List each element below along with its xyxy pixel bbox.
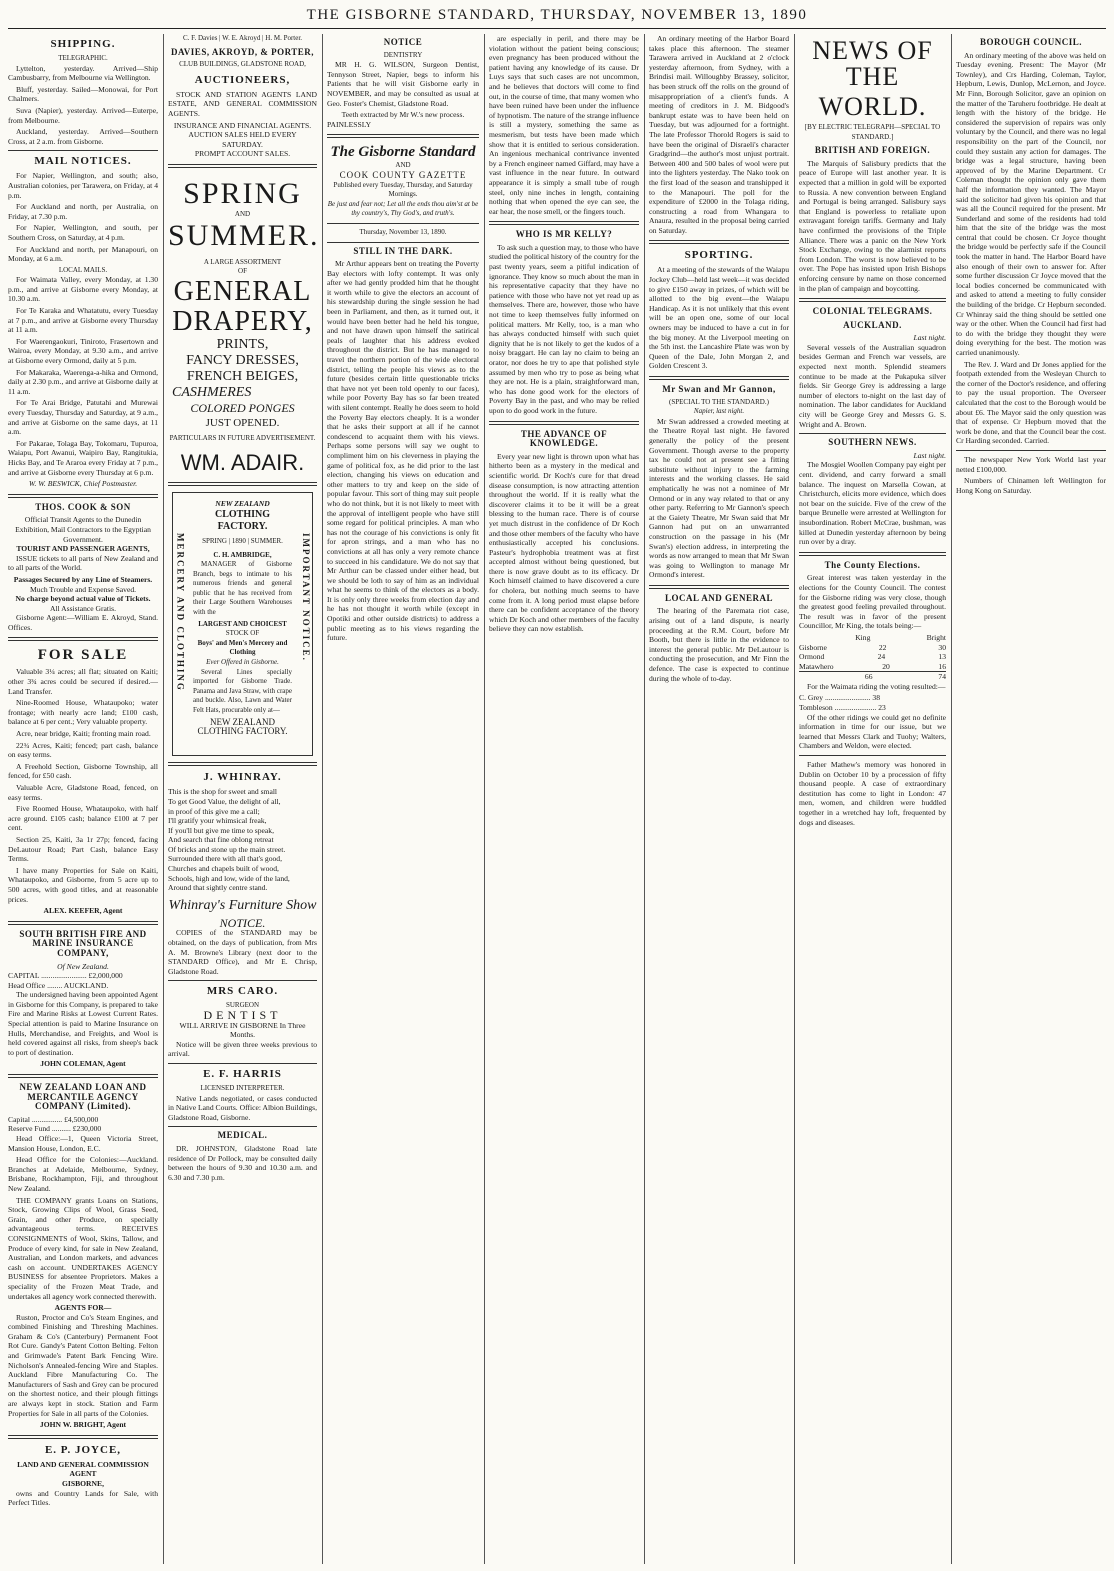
loan-reserve: Reserve Fund .......... £230,000 bbox=[8, 1124, 102, 1134]
whinray-verse: Around that sightly centre stand. bbox=[168, 883, 268, 893]
masthead: THE GISBORNE STANDARD, THURSDAY, NOVEMBER 13, 1890 bbox=[306, 7, 808, 23]
firm-address: CLUB BUILDINGS, GLADSTONE ROAD, bbox=[179, 60, 306, 69]
borough-council-body: The Rev. J. Ward and Dr Jones applied for the footpath extended from the Wesleyan Church to the corner of the Doctor's residence, and offering to pay the usual proportion. The Overseer calculated that the cost to the Borough would be about £6. The Mayor said the only question was that of expense. Cr Hepburn moved that the work be done, and that the Council bear the cost. Cr Harding seconded. Carried. bbox=[956, 359, 1106, 446]
column-7 bbox=[952, 34, 1110, 1564]
swan-sub: (SPECIAL TO THE STANDARD.) bbox=[669, 397, 769, 406]
general-heading: GENERAL bbox=[173, 275, 312, 307]
fire-body: The undersigned having been appointed Agent in Gisborne for this Company, is prepared to take Fire and Marine Risks at Lowest Current Rates. Special attention is paid to Marine Insurance on Hulls, Merchandise, and Freights, and Wool is held covered against all risks, from sheep's back to port of destination. bbox=[8, 990, 158, 1057]
prints-text: PRINTS, bbox=[216, 336, 269, 352]
dentistry-heading: DENTISTRY bbox=[383, 50, 423, 59]
table-cell: King bbox=[855, 632, 871, 642]
cashmeres-text: CASHMERES bbox=[172, 384, 252, 400]
colonial-heading: COLONIAL TELEGRAMS. bbox=[812, 306, 933, 317]
divider bbox=[327, 223, 479, 224]
cf-foot: CLOTHING FACTORY. bbox=[197, 726, 288, 737]
caro-dentist: DENTIST bbox=[203, 1008, 282, 1022]
sale-item: Valuable 3¼ acres; all flat; situated on Kaiti; other 3¾ acres could be secured if desired.—Land Transfer. bbox=[8, 667, 158, 696]
whinray-verse: To get Good Value, the delight of all, bbox=[168, 796, 281, 806]
table-cell: 24 bbox=[877, 652, 886, 662]
beiges-text: FRENCH BEIGES, bbox=[186, 368, 299, 384]
divider bbox=[799, 433, 946, 434]
cook-text: Much Trouble and Expense Saved. bbox=[29, 584, 137, 594]
caro-note: Notice will be given three weeks previous to arrival. bbox=[168, 1039, 317, 1059]
of-text: OF bbox=[238, 267, 247, 276]
mail-item: For Auckland and north, per Manapouri, on Monday, at 6 a.m. bbox=[8, 244, 158, 264]
divider bbox=[8, 921, 158, 925]
fire-signature: JOHN COLEMAN, Agent bbox=[40, 1059, 126, 1069]
cf-heading: CLOTHING FACTORY. bbox=[214, 508, 270, 532]
cook-text: No charge beyond actual value of Tickets. bbox=[15, 594, 151, 604]
mail-item: For Napier, Wellington, and south; also, Australian colonies, per Tarawera, on Friday, at 4 p.m. bbox=[8, 171, 158, 200]
harris-sub: LICENSED INTERPRETER. bbox=[200, 1083, 285, 1092]
pongees-text: COLORED PONGES bbox=[190, 400, 295, 415]
cook-text: ISSUE tickets to all parts of New Zealand and to all parts of the World. bbox=[8, 553, 158, 573]
fire-insurance-heading: SOUTH BRITISH FIRE AND MARINE INSURANCE COMPANY, bbox=[19, 928, 147, 958]
mail-item: For Makaraka, Waerenga-a-hika and Ormond, daily at 2.30 p.m., and arrive at Gisborne daily at 11 a.m. bbox=[8, 367, 158, 396]
waimata-text: For the Waimata riding the voting resulted:— bbox=[807, 681, 946, 691]
standard-date: Thursday, November 13, 1890. bbox=[359, 227, 447, 236]
spring-heading: SPRING bbox=[183, 176, 302, 210]
joyce-sub: LAND AND GENERAL COMMISSION AGENT bbox=[17, 1459, 149, 1479]
caro-body: WILL ARRIVE IN GISBORNE In Three Months. bbox=[179, 1020, 306, 1040]
loan-heading: NEW ZEALAND LOAN AND MERCANTILE AGENCY COMPANY (Limited). bbox=[19, 1082, 147, 1112]
table-cell: 13 bbox=[938, 652, 946, 662]
firm-insurance: INSURANCE AND FINANCIAL AGENTS. bbox=[173, 120, 312, 130]
cf-ever: Ever Offered in Gisborne. bbox=[206, 658, 279, 667]
news-of-world-heading: WORLD. bbox=[818, 92, 927, 121]
cook-text: All Assistance Gratis. bbox=[49, 603, 116, 613]
father-mathew-text: Father Mathew's memory was honored in Dublin on October 10 by a procession of fifty thousand people. A case of extraordinary destitution has come to light in London: 47 men, women, and children were huddled together in a wretched hay loft, frequented by dogs and diseases. bbox=[799, 760, 946, 827]
divider bbox=[8, 637, 158, 641]
cf-season: SPRING | 1890 | SUMMER. bbox=[202, 536, 283, 545]
fancy-text: FANCY DRESSES, bbox=[186, 352, 299, 368]
divider bbox=[649, 240, 789, 244]
firm-prompt: PROMPT ACCOUNT SALES. bbox=[194, 149, 291, 159]
column-5 bbox=[645, 34, 793, 1564]
news-of-world-heading: NEWS OF THE bbox=[812, 36, 933, 91]
whinray-verse: I'll gratify your whimsical freak, bbox=[168, 816, 267, 826]
sale-item: A Freehold Section, Gisborne Township, all fenced, for £50 cash. bbox=[8, 761, 158, 781]
divider bbox=[168, 164, 317, 168]
still-heading: STILL IN THE DARK. bbox=[353, 245, 453, 256]
standard-gazette: COOK COUNTY GAZETTE bbox=[339, 169, 467, 180]
for-sale-heading: FOR SALE bbox=[37, 647, 129, 664]
sale-item: Acre, near bridge, Kaiti; fronting main road. bbox=[16, 729, 151, 739]
divider bbox=[799, 552, 946, 556]
divider bbox=[168, 1126, 317, 1127]
table-cell: 74 bbox=[938, 672, 946, 682]
joyce-body: owns and Country Lands for Sale, with Perfect Titles. bbox=[8, 1488, 158, 1508]
clothing-factory-ad bbox=[172, 492, 313, 756]
cf-stock: STOCK OF bbox=[225, 629, 260, 638]
mail-item: For Pakarae, Tolaga Bay, Tokomaru, Tupuroa, Waiapu, Port Awanui, Waipiro Bay, Rangitukia, Hicks Bay, and Te Araroa every Friday at 7 p.m., and arrive at Gisborne every Thursday at 6 p.m. bbox=[8, 438, 158, 477]
table-cell: 66 bbox=[864, 672, 873, 682]
sporting-body: At a meeting of the stewards of the Waiapu Jockey Club—held last week—it was decided to give £150 away in prizes, of which will be allotted to the big event—the Waiapu Handicap. As it is not unlikely that this event will be an open one, some of our local owners may be induced to have a cut in for the big money. At the Liverpool meeting on the 5th inst. the Lancashire Plate was won by Queen of the Dale, John Morgan 2, and Golden Crescent 3. bbox=[649, 265, 789, 371]
mail-item: For Te Arai Bridge, Patutahi and Murewai every Tuesday, Thursday and Saturday, at 9 a.m., and arrive at Gisborne on the same days, at 11 a.m. bbox=[8, 398, 158, 437]
auckland-heading: AUCKLAND. bbox=[843, 319, 902, 330]
cook-text: Passages Secured by any Line of Steamers. bbox=[13, 574, 153, 584]
shipping-heading: SHIPPING. bbox=[50, 38, 116, 50]
notice-body: COPIES of the STANDARD may be obtained, on the days of publication, from Mrs A. M. Browne's Library (next door to the STANDARD Office), and Mr E. Chrisp, Gladstone Road. bbox=[168, 928, 317, 976]
divider bbox=[799, 755, 946, 756]
adair-heading: WM. ADAIR. bbox=[180, 450, 305, 476]
mail-signature: W. W. BESWICK, Chief Postmaster. bbox=[28, 479, 138, 489]
standard-pub: Published every Tuesday, Thursday, and Saturday Mornings. bbox=[333, 180, 473, 199]
summer-heading: SUMMER. bbox=[168, 218, 320, 252]
sale-item: Valuable Acre, Gladstone Road, fenced, on easy terms. bbox=[8, 783, 158, 802]
divider bbox=[327, 134, 479, 138]
kelly-heading: WHO IS MR KELLY? bbox=[515, 229, 613, 240]
standard-title: The Gisborne Standard bbox=[330, 144, 476, 161]
british-foreign-heading: BRITISH AND FOREIGN. bbox=[814, 145, 931, 156]
divider bbox=[8, 1074, 158, 1078]
cook-text: Official Transit Agents to the Dunedin Exhibition, Mail Contractors to the Egyptian Government. bbox=[15, 515, 151, 544]
table-cell: 30 bbox=[938, 642, 946, 652]
whinray-verse: Surrounded there with all that's good, bbox=[168, 854, 282, 864]
whinray-verse: Schools, high and low, wide of the land, bbox=[168, 873, 290, 883]
divider bbox=[8, 150, 158, 151]
cf-heading: NEW ZEALAND bbox=[215, 499, 270, 509]
sale-item: 22¾ Acres, Kaiti; fenced; part cash, balance on easy terms. bbox=[8, 740, 158, 760]
shipping-item: Bluff, yesterday. Sailed—Monowai, for Port Chalmers. bbox=[8, 84, 158, 104]
news-items: An ordinary meeting of the Harbor Board takes place this afternoon. The steamer Tarawera arrived in Auckland at 2 o'clock yesterday afternoon, from Sydney, with a Brindisi mail. Willoughby Brassey, solicitor, has been struck off the rolls on the ground of misappropriation of a client's funds. A meeting of creditors in J. M. Bidgood's bankrupt estate was to have been held on Tuesday, but was adjourned for a fortnight. The late Professor Thorold Rogers is said to have been the original of Disraeli's character Gradgrind—the author's most unjust portrait. Between 400 and 500 bales of wool were put into the lighters yesterday. The Nako took on the first load of the season and transhipped it to the Manapouri. The poll for the expenditure of £2000 in the Tolaga riding, constructing a road from Whangara to Anaura, resulted in the proposal being carried on Saturday. bbox=[649, 34, 789, 235]
cook-text: Gisborne Agent:—William E. Akroyd, Stand. Offices. bbox=[8, 613, 158, 632]
painlessly-text: PAINLESSLY bbox=[327, 119, 372, 129]
divider bbox=[168, 762, 317, 766]
divider bbox=[489, 421, 639, 425]
masthead-rule bbox=[8, 28, 1106, 29]
notice-heading: NOTICE. bbox=[219, 915, 266, 930]
vertical-text: MERCERY AND CLOTHING bbox=[175, 533, 186, 693]
divider bbox=[168, 1063, 317, 1064]
auctioneers-heading: AUCTIONEERS, bbox=[194, 73, 291, 86]
election-table-header bbox=[799, 633, 946, 643]
borough-council-heading: BOROUGH COUNCIL. bbox=[979, 37, 1082, 47]
harris-heading: E. F. HARRIS bbox=[203, 1067, 282, 1080]
news-item: Numbers of Chinamen left Wellington for Hong Kong on Saturday. bbox=[956, 476, 1106, 495]
southern-body: The Mosgiel Woollen Company pay eight per cent. dividend, and carry forward a small balance. The inquest on Marsella Cowan, at Christchurch, elicits more evidence, which does not bear on the suicide. Five of the crew of the barque Brunelle were arrested at Wellington for insubordination. Robert McCrae, bushman, was killed at Dunedin yesterday afternoon by being run over by a dray. bbox=[799, 460, 946, 547]
table-cell: Gisborne bbox=[799, 642, 827, 652]
advance-body: Every year new light is thrown upon what has hitherto been as a mystery in the medical and scientific world. Dr Koch's cure for that dread disease consumption, is now attracting attention throughout the world. If it is really what the discoverer claims it to be it will be a great blessing to the human race. There is of course yet much distrust in the confidence of Dr Koch and those other members of the faculty who have enthusiastically accepted his conclusions. Pasteur's hydrophobia treatment was at first accepted almost without being questioned, but there is now grave doubt as to its efficacy. Dr Koch himself claimed to have discovered a cure for cholera, but nothing much seems to have come from it. A long period must elapse before there can be confident acceptance of the theory which Dr Koch and other members of the faculty believe they can now establish. bbox=[489, 451, 639, 634]
harris-body: Native Lands negotiated, or cases conducted in Native Land Courts. Office: Albion Buildings, Gladstone Road, Gisborne. bbox=[168, 1093, 317, 1122]
loan-capital: Capital ................ £4,500,000 bbox=[8, 1114, 99, 1124]
divider bbox=[649, 585, 789, 589]
auckland-body: Several vessels of the Australian squadron besides German and French war vessels, are expected next month. Splendid steamers continue to be made at the Pukapuka silver fields. Sir George Grey is addressing a large number of electors to-night on the last day of nomination. The labor candidates for Auckland city will be George Grey and Messrs G. S. Wright and A. Brown. bbox=[799, 342, 946, 429]
sale-item: Five Roomed House, Whataupoko, with half acre ground. £105 cash; balance £100 at 7 per cent. bbox=[8, 804, 158, 833]
mail-notices-heading: MAIL NOTICES. bbox=[34, 155, 132, 168]
cf-foot: NEW ZEALAND bbox=[209, 716, 276, 727]
cf-manager: C. H. AMBRIDGE, bbox=[213, 550, 272, 559]
and-text: AND bbox=[234, 209, 251, 218]
table-totals bbox=[799, 671, 946, 682]
whinray-verse: Of bricks and stone up the main street. bbox=[168, 844, 286, 854]
whinray-verse: Churches and chapels built of wood, bbox=[168, 864, 279, 874]
whinray-show: Whinray's Furniture Show bbox=[168, 897, 317, 913]
waimata-result: C. Grey ........................ 38 bbox=[799, 693, 880, 703]
divider bbox=[327, 242, 479, 243]
cf-boys: Boys' and Men's Mercery and Clothing bbox=[197, 638, 288, 657]
divider bbox=[168, 482, 317, 486]
southern-when: Last night. bbox=[913, 450, 946, 460]
mail-item: For Waerengaokuri, Tiniroto, Frasertown and Wairoa, every Monday, at 9.30 a.m., and arrive at Gisborne every Ormond, daily at 5 p.m. bbox=[8, 336, 158, 366]
divider bbox=[168, 980, 317, 981]
whinray-heading: J. WHINRAY. bbox=[203, 771, 282, 784]
mail-item: For Auckland and north, per Australia, on Friday, at 7.30 p.m. bbox=[8, 202, 158, 221]
column-2 bbox=[164, 34, 321, 1564]
cf-also: Several Lines specially imported for Gisborne Trade. Panama and Java Straw, with crape and buckle. Also, Lawn and Water Felt Hats, procurable only at— bbox=[193, 667, 292, 714]
cf-largest: LARGEST AND CHOICEST bbox=[198, 619, 287, 628]
fire-office: Head Office ........ AUCKLAND. bbox=[8, 980, 109, 990]
column-3 bbox=[323, 34, 483, 1564]
firm-sales: AUCTION SALES HELD EVERY SATURDAY. bbox=[188, 130, 297, 149]
divider bbox=[799, 298, 946, 302]
local-body: The hearing of the Paremata riot case, arising out of a land dispute, is nearly proceeding at the R.M. Court, before Mr Booth, but there is little in the evidence to interest the general public. Mr DeLautour is conducting the prosecution, and Mr Finn the defence. The case is expected to continue during the whole of to-day. bbox=[649, 606, 789, 683]
cook-heading: THOS. COOK & SON bbox=[35, 501, 131, 512]
swan-heading: Mr Swan and Mr Gannon, bbox=[662, 384, 776, 394]
table-cell: 22 bbox=[878, 642, 887, 652]
shipping-item: Auckland, yesterday. Arrived—Southern Cross, at 2 a.m. from Gisborne. bbox=[8, 127, 158, 146]
kelly-body: To ask such a question may, to those who have studied the political history of the country for the past twenty years, seem a pitiful indication of ignorance. They know so much about the man in his representative capacity that they have no patience with those who have not yet read up as themselves. There are, however, those who have not time to keep themselves fully informed on political matters. Mr Kelly, too, is a man who has always conducted himself with such quiet dignity that he is not likely to get the kudos of a noisy braggart. He can lay no claim to being an orator, nor does he try to ape that polished style assumed by men who try to pose as being what they are not. He is a plain, straightforward man, who has done good work for the electors of Poverty Bay in the past, and who may be relied upon to do good work in the future. bbox=[489, 242, 639, 415]
cf-body: MANAGER of Gisborne Branch, begs to intimate to his numerous friends and general public that he has received from their Large Southern Warehouses with the bbox=[193, 560, 292, 617]
vertical-text: IMPORTANT NOTICE. bbox=[301, 533, 311, 663]
column-1 bbox=[4, 34, 162, 1564]
sale-item: Section 25, Kaiti, 3a 1r 27p; fenced, facing DeLautour Road; Part Cash, balance Easy Terms. bbox=[8, 834, 158, 864]
shipping-item: Lyttelton, yesterday. Arrived—Ship Cambusbarry, from Melbourne via Wellington. bbox=[8, 63, 158, 83]
drapery-heading: DRAPERY, bbox=[172, 305, 313, 337]
article-body: are especially in peril, and there may be violation without the patient being conscious; even pregnancy has been produced without the patient having any knowledge of its cause. Dr Luys says that such cases are not uncommon, and he believes that doctors will come to find out, in the course of time, that many women who have been ruined have been under the influence of hypnotism. The nature of the strange influence is still a mystery, something the same as mesmerism, but tests have been made which show that it is entitled to serious consideration. An ingenious mechanical contrivance invented by a French engineer named Giffard, may have a vast influence in the near future. In outward appearance it is simply a small tube of rough steel, only nine inches in length, containing nothing that when opened the eye can see, the ear hear, the nose smell, or the fingers touch. bbox=[489, 34, 640, 216]
medical-body: DR. JOHNSTON, Gladstone Road late residence of Dr Pollock, may be consulted daily between the hours of 9.30 and 10.30 a.m. and 6.30 and 7.30 p.m. bbox=[168, 1143, 317, 1182]
divider bbox=[8, 1435, 158, 1439]
agents-heading: AGENTS FOR— bbox=[54, 1303, 112, 1313]
fire-capital: CAPITAL ........................ £2,000,000 bbox=[8, 971, 123, 981]
shipping-item: Suva (Napier), yesterday. Arrived—Euterpe, from Melbourne. bbox=[8, 105, 158, 125]
news-byline: [BY ELECTRIC TELEGRAPH—SPECIAL TO STANDARD.] bbox=[804, 123, 941, 141]
column-6 bbox=[795, 34, 950, 1564]
mail-item: For Te Karaka and Whatatutu, every Tuesday at 7 p.m., and arrive at Gisborne every Thursday at 11 a.m. bbox=[8, 306, 158, 335]
column-4 bbox=[485, 34, 643, 1564]
southern-heading: SOUTHERN NEWS. bbox=[828, 437, 917, 448]
notice-heading: NOTICE bbox=[383, 37, 423, 47]
swan-body: Mr Swan addressed a crowded meeting at the Theatre Royal last night. He favored generally the policy of the present Government. Though averse to the property tax he could not at present see a fitting substitute without injury to the farming interests and the working classes. He said emphatically he was not a nominee of Mr Ormond or in any way related to that or any other party. Referring to Mr Gannon's speech at the Gaiety Theatre, Mr Swan said that Mr Gannon had put on an unwarranted construction on the passage in his (Mr Swan's) election address, in interpreting the words as now arranged to mean that Mr Swan was going to Wellington to manage Mr Ormond's interest. bbox=[649, 416, 789, 580]
other-ridings-text: Of the other ridings we could get no definite information in time for our issue, but we learned that Messrs Clark and Tuohy; Walters, Chambers and Weldon, were elected. bbox=[799, 712, 946, 751]
whinray-verse: And search that fine oblong retreat bbox=[168, 835, 274, 845]
agents-body: Ruston, Proctor and Co's Steam Engines, and combined Finishing and Threshing Machines. Graham & Co's (Canterbury) Permanent Foot Rot Cure. Gandy's Patent Cotton Belting. Felton and Grimwade's Patent Bark Fencing Wire. Nicholson's Annealed-fencing Wire and Staples. Auckland Fibre Manufacturing Co. The Manufacturers of Sash and Grey can be procured on the shortest notice, and their plough fittings are always kept in stock. Station and Farm Properties for Sale in all parts of the Colonies. bbox=[8, 1312, 158, 1418]
sporting-heading: SPORTING. bbox=[684, 249, 754, 262]
county-elections-body: Great interest was taken yesterday in the elections for the County Council. The contest for the Gisborne riding was very close, though the greatest good feeling prevailed throughout. The result was in favor of the present Councillor, Mr King, the totals being:— bbox=[799, 573, 946, 631]
telegraphic-subhead: TELEGRAPHIC. bbox=[58, 54, 108, 62]
agents-signature: JOHN W. BRIGHT, Agent bbox=[39, 1420, 127, 1430]
mail-item: For Napier, Wellington, and south, per Southern Cross, on Saturday, at 4 p.m. bbox=[8, 223, 158, 242]
sale-item: I have many Properties for Sale on Kaiti, Whataupoko, and Gisborne, from 5 acre up to 500 acres, with good titles, and at reasonable prices. bbox=[8, 865, 158, 904]
divider bbox=[649, 376, 789, 380]
british-foreign-body: The Marquis of Salisbury predicts that the peace of Europe will last another year. It is expected that a million in gold will be exported to Russia. A new convention between England and Portugal is being arranged. Salisbury says that England is powerless to retaliate upon extravagant foreign tariffs. Germany and Italy have confirmed the provisions of the Triple Alliance. There was a panic on the New York Stock Exchange, owing to the alarmist reports from London. The worst is now believed to be over. The Pope has insisted upon Irish Bishops enforcing censure by name on those concerned in the plan of campaign and boycotting. bbox=[799, 158, 946, 293]
advance-heading: THE ADVANCE OF KNOWLEDGE. bbox=[520, 428, 608, 449]
local-mails-subhead: LOCAL MAILS. bbox=[58, 265, 108, 274]
divider bbox=[8, 494, 158, 498]
table-cell: Bright bbox=[926, 632, 946, 642]
sale-item: Nine-Roomed House, Whataupoko; water frontage; with nearly acre land; £100 cash, balance at 6 per cent.; Very valuable property. bbox=[8, 698, 158, 727]
cook-text: TOURIST AND PASSENGER AGENTS, bbox=[16, 544, 150, 554]
whinray-verse: This is the shop for sweet and small bbox=[168, 787, 278, 797]
table-cell: 20 bbox=[882, 661, 890, 671]
joyce-heading: E. P. JOYCE, bbox=[44, 1443, 122, 1456]
particulars-text: PARTICULARS IN FUTURE ADVERTISEMENT. bbox=[169, 433, 316, 442]
fire-sub: Of New Zealand. bbox=[57, 961, 109, 971]
dentistry-teeth: Teeth extracted by Mr W.'s new process. bbox=[341, 110, 465, 120]
table-cell: Ormond bbox=[799, 652, 825, 662]
news-item: The newspaper New York World last year netted £100,000. bbox=[956, 454, 1106, 474]
joyce-place: GISBORNE, bbox=[62, 1479, 104, 1488]
standard-and: AND bbox=[395, 161, 411, 170]
standard-motto: Be just and fear not; Let all the ends thou aim'st at be thy country's, Thy God's, and truth's. bbox=[327, 199, 479, 218]
assortment-text: A LARGE ASSORTMENT bbox=[203, 257, 282, 266]
auckland-when: Last night. bbox=[913, 333, 946, 343]
waimata-result: Tombleson ...................... 23 bbox=[799, 703, 886, 713]
mail-item: For Waimata Valley, every Monday, at 1.30 p.m., and arrive at Gisborne every Monday, at 10.30 a.m. bbox=[8, 275, 158, 304]
loan-colonies: Head Office for the Colonies:—Auckland. Branches at Adelaide, Melbourne, Sydney, Brisbane, Rockhampton, Fiji, and throughout New Zealand. bbox=[8, 1155, 158, 1193]
table-cell: Matawhero bbox=[799, 661, 834, 671]
still-body: Mr Arthur appears bent on treating the Poverty Bay electors with lofty contempt. It was only after we had gently prodded him that he thought it worth while to give the electors an account of his stewardship during the single session he had been in Parliament, and then, as it turned out, it would have been better had he held his tongue, and not have drawn upon himself the satirical peals of laughter that his address evoked throughout the district. But he has managed to travel the northern portion of the wide electoral district, telling the people his views as to the future (besides certain little questionable tricks that have not yet been told openly to our faces), while poor Poverty Bay has so far been treated with silent contempt. Really he does seem to hold the Poverty Bay electors cheaply. It is a wonder that he asks their support at all if he cannot condescend to acquaint them with his views. Perhaps some persons will say we ought to compliment him on his cleverness in playing the game of political fox, as he did prior to the last election, changing his views on education and other matters to try and keep on the side of popular favour. This sort of thing may suit people who do not think, but it is not likely to meet with the approval of intelligent people who have still some regard for political principles. A man who has not the courage of his convictions is only fit for apron strings, and a man who has no convictions at all has only a very remote chance to succeed in his candidature. We do not say that Mr Arthur can be classed under either head, but we should be loth to say of him as an individual what he seems to think of the electors as a body. It is only only three weeks from election day and he has not thought it worth while (except in Opotiki and other outside districts) to address a public meeting as to his views regarding the future. bbox=[327, 259, 479, 643]
divider bbox=[956, 450, 1106, 451]
caro-heading: MRS CARO. bbox=[206, 985, 279, 998]
whinray-verse: in proof of this give me a call; bbox=[168, 806, 260, 816]
table-row bbox=[799, 662, 946, 672]
swan-place: Napier, last night. bbox=[693, 407, 745, 416]
local-heading: LOCAL AND GENERAL bbox=[664, 592, 774, 603]
divider bbox=[489, 221, 639, 225]
sale-signature: ALEX. KEEFER, Agent bbox=[43, 906, 123, 916]
medical-heading: MEDICAL. bbox=[217, 1130, 268, 1141]
table-row bbox=[799, 643, 946, 653]
whinray-verse: If you'll but give me time to speak, bbox=[168, 825, 274, 835]
dentistry-body: MR H. G. WILSON, Surgeon Dentist, Tennyson Street, Napier, begs to inform his Patients that he will visit Gisborne early in NOVEMBER, and may be consulted as usual at Geo. Foster's Chemist, Gladstone Road. bbox=[327, 60, 479, 108]
firm-heading: DAVIES, AKROYD, & PORTER, bbox=[170, 46, 315, 57]
county-elections-heading: The County Elections. bbox=[824, 559, 921, 570]
loan-office: Head Office:—1, Queen Victoria Street, Mansion House, London, E.C. bbox=[8, 1134, 158, 1153]
opened-text: JUST OPENED. bbox=[205, 416, 280, 429]
caro-sub: SURGEON bbox=[225, 1001, 260, 1010]
firm-partners: C. F. Davies | W. E. Akroyd | H. M. Porter. bbox=[182, 34, 303, 42]
loan-body: THE COMPANY grants Loans on Stations, Stock, Growing Clips of Wool, Grass Seed, Grain, and other Produce, on specially advantageous terms. RECEIVES CONSIGNMENTS of Wool, Skins, Tallow, and Produce of every kind, for sale in New Zealand, Australian, and London markets, and advances cash on account. UNDERTAKES AGENCY BUSINESS for absentee Proprietors. Makes a speciality of the Frozen Meat Trade, and undertakes all agency work connected therewith. bbox=[8, 1195, 158, 1301]
firm-body: STOCK AND STATION AGENTS LAND ESTATE, AND GENERAL COMMISSION AGENTS. bbox=[168, 89, 317, 118]
table-cell: 16 bbox=[938, 661, 946, 671]
borough-council-body: An ordinary meeting of the above was held on Tuesday evening. Present: The Mayor (Mr Townley), and Crs Harding, Coleman, Taylor, Hepburn, Lewis, Dunlop, McLernon, and Joyce. Mr Finn, Borough Solicitor, gave an opinion on the matter of the Taruheru footbridge. He dealt at length with the history of the bridge. He considered the supervision of repairs was only voluntary by the Council, and there was no legal responsibility on the part of the Council, nor could they sustain any action for damages. The bridge was a legal structure, having been approved of by the Marine Department. Cr Coleman thought the opinion only gave them half the information they wanted. The Mayor said the solicitor had given his opinion and that was all the Council required for the present. Mr Sunderland and some of the residents had told him that the site of the bridge was the most central that could be chosen. Cr Joyce thought the bridge would be perfectly safe if the Council took the matter in hand. The Harbor Board have also enough of their own to answer for. After some further discussion Cr Joyce moved that the local bodies concerned be communicated with and asked to attend a meeting to fully consider the building of the bridge. Cr Hepburn seconded. Cr Whinray said the thing should be settled one way or the other. When the Council had first had to do with the bridge they thought they were doing everything for the best. The motion was carried unanimously. bbox=[956, 50, 1106, 357]
table-row bbox=[799, 652, 946, 662]
